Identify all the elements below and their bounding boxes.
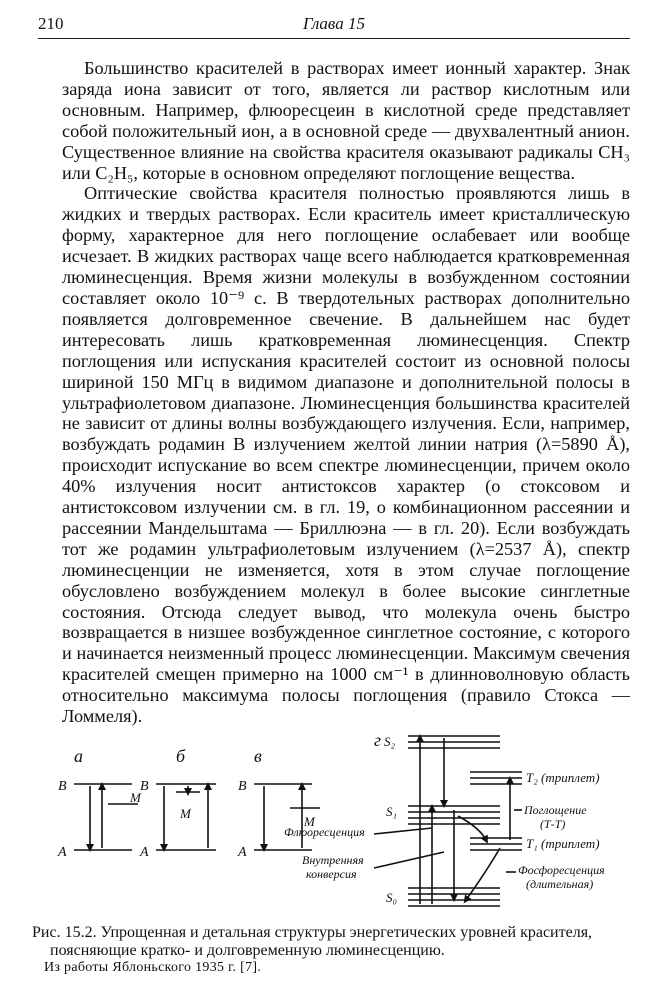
energy-level-diagram: [40, 722, 640, 922]
annotation: Внутренняя: [302, 853, 364, 867]
chapter-title: Глава 15: [303, 14, 365, 33]
arrow: [466, 848, 500, 900]
panel-label: а: [74, 746, 83, 766]
figure-energy-levels: [40, 722, 640, 922]
state-label: T₁ (триплет): [526, 836, 600, 851]
page-number: 210: [38, 14, 64, 33]
annotation: Поглощение: [524, 803, 587, 817]
level-label: А: [58, 845, 67, 860]
state-label: S₁: [386, 804, 398, 819]
leader-line: [374, 828, 432, 834]
paragraph: Оптические свойства красителя полностью проявляются лишь в жидких и твердых растворах. Если краситель имеет кристаллическую форму, характерное для него поглощение ослабевает или вообще исчезает. В жидких растворах чаще всего наблюдается кратковременная люминесценция. Время жизни молекулы в возбужденном состоянии составляет около 10⁻⁹ с. В твердотельных растворах дополнительно появляется долговременное свечение. В дальнейшем нас будет интересовать лишь кратковременная люминесценция. Спектр поглощения или испускания красителей состоит из основной полосы шириной 150 МГц в видимом диапазоне и дополнительной полосы в ультрафиолетовом диапазоне. Люминесценция большинства красителей не зависит от длины волны возбуждающего излучения. Если, например, возбуждать родамин В излучением желтой линии натрия (λ=5890 Å), происходит испускание во всем спектре люминесценции, причем около 40% излучения носит антистоксов характер (о стоксовом и антистоксовом излучении см. в гл. 19, о комбинационном рассеянии и рассеянии Мандельштама — Бриллюэна — в гл. 20). Если возбуждать тот же родамин ультрафиолетовым излучением (λ=2537 Å), спектр люминесценции не изменяется, хотя в этом случае поглощение обусловлено возбуждением молекул в более высокие синглетные состояния. Отсюда следует вывод, что молекула очень быстро возвращается в низшее возбужденное синглетное состояние, с которого и начинается неизменный процесс люминесценции. Максимум свечения красителей смещен примерно на 1000 см⁻¹ в длинноволновую область относительно максимума полосы поглощения (правило Стокса — Ломмеля).: [62, 183, 630, 727]
panel-label: б: [176, 746, 186, 766]
level-label: В: [238, 779, 247, 794]
arrow: [458, 816, 486, 840]
level-label: В: [140, 779, 149, 794]
paragraph: Большинство красителей в растворах имеет ионный характер. Знак заряда иона зависит от того, является ли раствор кислотным или основным. Например, флюоресцеин в кислотной среде представляет собой положительный ион, а в основной среде — двухвалентный анион. Существенное влияние на свойства красителя оказывают радикалы CH₃ или C₂H₅, которые в основном определяют поглощение вещества.: [62, 58, 630, 183]
panel-label: в: [254, 746, 262, 766]
leader-line: [374, 852, 444, 868]
state-label: T₂ (триплет): [526, 770, 600, 785]
state-label: S₂: [384, 734, 396, 749]
caption-line: Рис. 15.2. Упрощенная и детальная структуры энергетических уровней красителя,: [32, 924, 593, 941]
body-text: [62, 58, 630, 727]
annotation: (Т-Т): [540, 817, 566, 831]
level-label: В: [58, 779, 67, 794]
annotation: Фосфоресценция: [518, 863, 605, 877]
level-label: М: [130, 790, 141, 805]
caption-line: поясняющие кратко- и долговременную люминесценцию.: [50, 942, 445, 959]
figure-source: Из работы Яблоньского 1935 г. [7].: [44, 960, 262, 975]
annotation: конверсия: [306, 867, 357, 881]
state-label: S₀: [386, 890, 398, 905]
page-header: [38, 14, 630, 36]
annotation: (длительная): [526, 877, 594, 891]
annotation: Флюоресценция: [284, 825, 365, 839]
level-label: А: [140, 845, 149, 860]
header-rule: [38, 38, 630, 39]
level-label: М: [180, 806, 191, 821]
figure-caption: [32, 924, 634, 960]
level-label: М: [304, 814, 315, 829]
level-label: А: [238, 845, 247, 860]
panel-label: г: [374, 730, 382, 750]
